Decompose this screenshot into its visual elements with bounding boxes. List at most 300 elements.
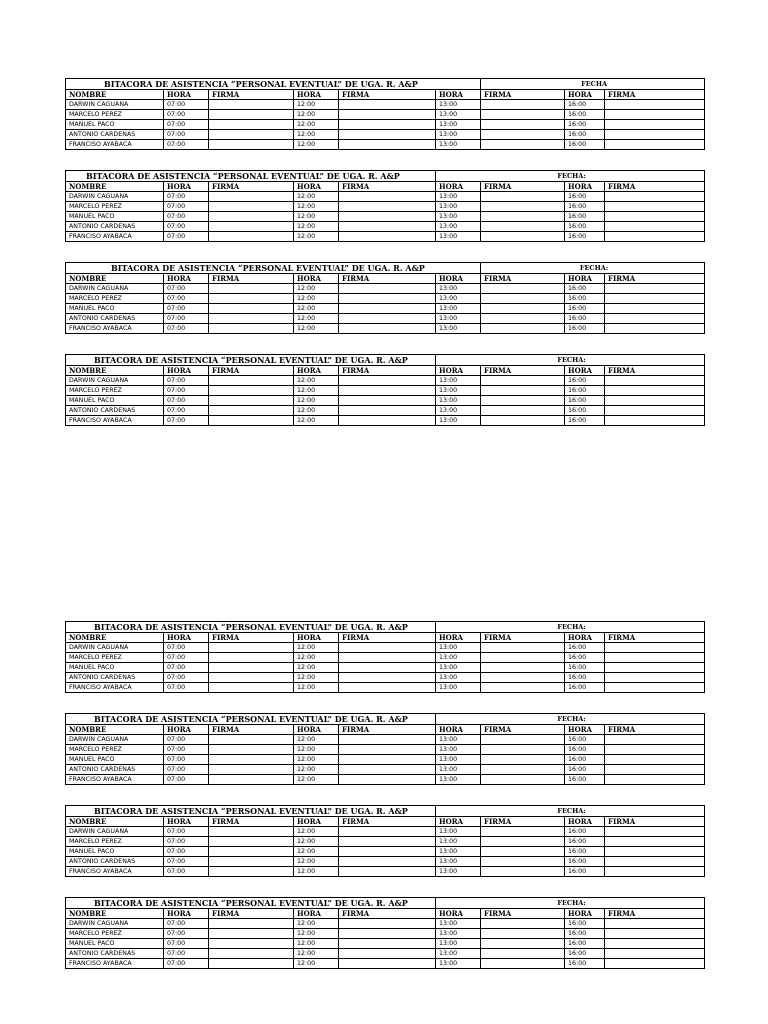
column-header-firma: FIRMA [481, 633, 565, 643]
hora-cell: 12:00 [294, 406, 339, 416]
firma-cell [339, 827, 436, 837]
firma-cell [605, 130, 705, 140]
hora-cell: 07:00 [164, 673, 209, 683]
firma-cell [209, 192, 294, 202]
firma-cell [481, 130, 565, 140]
table-row [66, 140, 705, 150]
firma-cell [605, 663, 705, 673]
table-title-text: BITACORA DE ASISTENCIA “PERSONAL EVENTUAL” DE UGA. R. A&P [104, 79, 418, 89]
firma-cell [481, 202, 565, 212]
firma-cell [605, 386, 705, 396]
firma-cell [209, 120, 294, 130]
firma-cell [605, 120, 705, 130]
firma-cell [209, 130, 294, 140]
hora-cell: 16:00 [565, 837, 605, 847]
hora-cell: 12:00 [294, 949, 339, 959]
employee-name: MANUEL PACO [66, 663, 164, 673]
firma-cell [339, 294, 436, 304]
hora-cell: 07:00 [164, 324, 209, 334]
hora-cell: 07:00 [164, 919, 209, 929]
employee-name: ANTONIO CARDENAS [66, 406, 164, 416]
hora-cell: 16:00 [565, 867, 605, 877]
hora-cell: 07:00 [164, 416, 209, 426]
firma-cell [605, 949, 705, 959]
firma-cell [481, 140, 565, 150]
column-header-firma: FIRMA [209, 366, 294, 376]
firma-cell [339, 939, 436, 949]
column-header-nombre: NOMBRE [66, 817, 164, 827]
hora-cell: 12:00 [294, 120, 339, 130]
firma-cell [481, 827, 565, 837]
hora-cell: 13:00 [436, 324, 481, 334]
firma-cell [481, 294, 565, 304]
table-row [66, 324, 705, 334]
firma-cell [605, 192, 705, 202]
column-header-hora: HORA [294, 909, 339, 919]
column-header-hora: HORA [164, 366, 209, 376]
hora-cell: 07:00 [164, 232, 209, 242]
employee-name: MANUEL PACO [66, 212, 164, 222]
employee-name: FRANCISO AYABACA [66, 867, 164, 877]
column-header-firma: FIRMA [209, 909, 294, 919]
firma-cell [209, 396, 294, 406]
column-header-hora: HORA [164, 182, 209, 192]
table-title [66, 263, 481, 274]
table-title-text: BITACORA DE ASISTENCIA “PERSONAL EVENTUAL” DE UGA. R. A&P [94, 355, 408, 365]
hora-cell: 16:00 [565, 222, 605, 232]
table-title-text: BITACORA DE ASISTENCIA “PERSONAL EVENTUAL” DE UGA. R. A&P [111, 263, 425, 273]
column-header-hora: HORA [164, 725, 209, 735]
hora-cell: 13:00 [436, 755, 481, 765]
hora-cell: 13:00 [436, 857, 481, 867]
firma-cell [209, 304, 294, 314]
firma-cell [339, 386, 436, 396]
firma-cell [339, 120, 436, 130]
hora-cell: 13:00 [436, 949, 481, 959]
hora-cell: 07:00 [164, 110, 209, 120]
column-header-firma: FIRMA [339, 274, 436, 284]
column-header-hora: HORA [294, 817, 339, 827]
table-row [66, 867, 705, 877]
column-header-firma: FIRMA [209, 633, 294, 643]
firma-cell [605, 110, 705, 120]
hora-cell: 12:00 [294, 857, 339, 867]
firma-cell [209, 386, 294, 396]
hora-cell: 16:00 [565, 100, 605, 110]
hora-cell: 16:00 [565, 745, 605, 755]
hora-cell: 16:00 [565, 110, 605, 120]
firma-cell [339, 775, 436, 785]
hora-cell: 07:00 [164, 130, 209, 140]
hora-cell: 16:00 [565, 192, 605, 202]
firma-cell [605, 755, 705, 765]
hora-cell: 13:00 [436, 939, 481, 949]
table-row [66, 120, 705, 130]
column-header-hora: HORA [436, 909, 481, 919]
hora-cell: 13:00 [436, 653, 481, 663]
firma-cell [605, 857, 705, 867]
hora-cell: 13:00 [436, 416, 481, 426]
column-header-firma: FIRMA [605, 633, 705, 643]
hora-cell: 16:00 [565, 765, 605, 775]
hora-cell: 16:00 [565, 314, 605, 324]
hora-cell: 13:00 [436, 130, 481, 140]
hora-cell: 13:00 [436, 284, 481, 294]
hora-cell: 16:00 [565, 202, 605, 212]
firma-cell [339, 867, 436, 877]
firma-cell [605, 775, 705, 785]
table-row [66, 222, 705, 232]
firma-cell [481, 663, 565, 673]
table-title [66, 355, 436, 366]
column-header-firma: FIRMA [339, 817, 436, 827]
employee-name: DARWIN CAGUANA [66, 192, 164, 202]
hora-cell: 12:00 [294, 232, 339, 242]
column-header-nombre: NOMBRE [66, 909, 164, 919]
firma-cell [209, 324, 294, 334]
hora-cell: 13:00 [436, 232, 481, 242]
table-row [66, 837, 705, 847]
hora-cell: 16:00 [565, 847, 605, 857]
hora-cell: 07:00 [164, 100, 209, 110]
firma-cell [209, 416, 294, 426]
firma-cell [339, 406, 436, 416]
column-header-firma: FIRMA [481, 909, 565, 919]
attendance-table [65, 170, 705, 242]
hora-cell: 16:00 [565, 130, 605, 140]
firma-cell [481, 376, 565, 386]
firma-cell [209, 232, 294, 242]
firma-cell [209, 643, 294, 653]
hora-cell: 13:00 [436, 919, 481, 929]
table-row [66, 847, 705, 857]
hora-cell: 07:00 [164, 775, 209, 785]
hora-cell: 07:00 [164, 745, 209, 755]
firma-cell [209, 847, 294, 857]
firma-cell [339, 304, 436, 314]
hora-cell: 13:00 [436, 222, 481, 232]
table-row [66, 775, 705, 785]
employee-name: MARCELO PEREZ [66, 202, 164, 212]
hora-cell: 13:00 [436, 867, 481, 877]
hora-cell: 12:00 [294, 396, 339, 406]
table-row [66, 735, 705, 745]
firma-cell [339, 959, 436, 969]
employee-name: DARWIN CAGUANA [66, 100, 164, 110]
firma-cell [209, 735, 294, 745]
column-header-nombre: NOMBRE [66, 366, 164, 376]
firma-cell [605, 929, 705, 939]
hora-cell: 13:00 [436, 959, 481, 969]
column-header-firma: FIRMA [605, 366, 705, 376]
table-title [66, 714, 436, 725]
hora-cell: 13:00 [436, 294, 481, 304]
firma-cell [339, 857, 436, 867]
column-header-hora: HORA [294, 90, 339, 100]
column-header-firma: FIRMA [339, 725, 436, 735]
column-header-firma: FIRMA [481, 725, 565, 735]
firma-cell [605, 837, 705, 847]
hora-cell: 13:00 [436, 847, 481, 857]
hora-cell: 12:00 [294, 755, 339, 765]
attendance-table [65, 897, 705, 969]
column-header-hora: HORA [164, 633, 209, 643]
employee-name: DARWIN CAGUANA [66, 735, 164, 745]
employee-name: MARCELO PEREZ [66, 745, 164, 755]
hora-cell: 07:00 [164, 212, 209, 222]
firma-cell [605, 745, 705, 755]
firma-cell [209, 663, 294, 673]
employee-name: DARWIN CAGUANA [66, 284, 164, 294]
table-row [66, 386, 705, 396]
column-header-hora: HORA [565, 725, 605, 735]
firma-cell [481, 959, 565, 969]
column-header-nombre: NOMBRE [66, 725, 164, 735]
firma-cell [605, 406, 705, 416]
hora-cell: 12:00 [294, 110, 339, 120]
hora-cell: 13:00 [436, 110, 481, 120]
firma-cell [339, 100, 436, 110]
column-header-hora: HORA [565, 182, 605, 192]
hora-cell: 16:00 [565, 140, 605, 150]
employee-name: FRANCISO AYABACA [66, 140, 164, 150]
column-header-firma: FIRMA [339, 366, 436, 376]
hora-cell: 16:00 [565, 857, 605, 867]
table-row [66, 653, 705, 663]
firma-cell [605, 653, 705, 663]
attendance-table [65, 354, 705, 426]
table-row [66, 939, 705, 949]
hora-cell: 07:00 [164, 683, 209, 693]
table-row [66, 284, 705, 294]
column-header-hora: HORA [565, 90, 605, 100]
employee-name: ANTONIO CARDENAS [66, 130, 164, 140]
hora-cell: 13:00 [436, 202, 481, 212]
hora-cell: 12:00 [294, 745, 339, 755]
firma-cell [209, 949, 294, 959]
table-row [66, 827, 705, 837]
hora-cell: 07:00 [164, 396, 209, 406]
firma-cell [605, 416, 705, 426]
hora-cell: 12:00 [294, 837, 339, 847]
employee-name: FRANCISO AYABACA [66, 959, 164, 969]
firma-cell [481, 120, 565, 130]
firma-cell [209, 140, 294, 150]
firma-cell [209, 100, 294, 110]
hora-cell: 12:00 [294, 867, 339, 877]
hora-cell: 07:00 [164, 837, 209, 847]
hora-cell: 12:00 [294, 673, 339, 683]
firma-cell [481, 755, 565, 765]
hora-cell: 12:00 [294, 939, 339, 949]
firma-cell [339, 653, 436, 663]
hora-cell: 16:00 [565, 735, 605, 745]
firma-cell [605, 919, 705, 929]
hora-cell: 07:00 [164, 867, 209, 877]
hora-cell: 16:00 [565, 284, 605, 294]
fecha-label: FECHA: [436, 171, 705, 182]
firma-cell [339, 110, 436, 120]
firma-cell [339, 130, 436, 140]
hora-cell: 13:00 [436, 396, 481, 406]
column-header-firma: FIRMA [209, 725, 294, 735]
hora-cell: 16:00 [565, 212, 605, 222]
firma-cell [605, 867, 705, 877]
table-row [66, 959, 705, 969]
hora-cell: 16:00 [565, 406, 605, 416]
firma-cell [481, 110, 565, 120]
firma-cell [209, 827, 294, 837]
hora-cell: 13:00 [436, 386, 481, 396]
hora-cell: 12:00 [294, 376, 339, 386]
firma-cell [209, 653, 294, 663]
firma-cell [481, 765, 565, 775]
hora-cell: 12:00 [294, 192, 339, 202]
hora-cell: 13:00 [436, 775, 481, 785]
table-row [66, 376, 705, 386]
attendance-table [65, 713, 705, 785]
column-header-hora: HORA [436, 182, 481, 192]
column-header-firma: FIRMA [481, 90, 565, 100]
employee-name: MANUEL PACO [66, 755, 164, 765]
firma-cell [209, 857, 294, 867]
table-row [66, 949, 705, 959]
column-header-hora: HORA [565, 817, 605, 827]
employee-name: MARCELO PEREZ [66, 386, 164, 396]
firma-cell [605, 765, 705, 775]
firma-cell [481, 653, 565, 663]
hora-cell: 13:00 [436, 683, 481, 693]
hora-cell: 07:00 [164, 755, 209, 765]
firma-cell [481, 314, 565, 324]
hora-cell: 07:00 [164, 643, 209, 653]
employee-name: ANTONIO CARDENAS [66, 314, 164, 324]
firma-cell [605, 673, 705, 683]
column-header-nombre: NOMBRE [66, 633, 164, 643]
column-header-firma: FIRMA [339, 90, 436, 100]
table-row [66, 416, 705, 426]
hora-cell: 12:00 [294, 324, 339, 334]
firma-cell [481, 735, 565, 745]
column-header-firma: FIRMA [481, 182, 565, 192]
column-header-firma: FIRMA [605, 274, 705, 284]
column-header-firma: FIRMA [605, 817, 705, 827]
hora-cell: 13:00 [436, 192, 481, 202]
table-row [66, 755, 705, 765]
column-header-firma: FIRMA [481, 366, 565, 376]
table-row [66, 110, 705, 120]
hora-cell: 12:00 [294, 212, 339, 222]
fecha-label: FECHA: [436, 714, 705, 725]
firma-cell [605, 222, 705, 232]
firma-cell [339, 735, 436, 745]
hora-cell: 16:00 [565, 376, 605, 386]
firma-cell [605, 847, 705, 857]
employee-name: ANTONIO CARDENAS [66, 222, 164, 232]
hora-cell: 07:00 [164, 304, 209, 314]
firma-cell [209, 837, 294, 847]
hora-cell: 12:00 [294, 222, 339, 232]
firma-cell [209, 376, 294, 386]
fecha-label: FECHA: [436, 898, 705, 909]
hora-cell: 16:00 [565, 120, 605, 130]
column-header-hora: HORA [294, 633, 339, 643]
table-row [66, 673, 705, 683]
employee-name: MANUEL PACO [66, 120, 164, 130]
firma-cell [339, 949, 436, 959]
column-header-firma: FIRMA [605, 182, 705, 192]
table-title-text: BITACORA DE ASISTENCIA “PERSONAL EVENTUAL” DE UGA. R. A&P [94, 622, 408, 632]
firma-cell [339, 663, 436, 673]
firma-cell [481, 643, 565, 653]
hora-cell: 07:00 [164, 140, 209, 150]
firma-cell [481, 929, 565, 939]
table-row [66, 232, 705, 242]
firma-cell [605, 735, 705, 745]
table-title [66, 622, 436, 633]
hora-cell: 13:00 [436, 929, 481, 939]
hora-cell: 12:00 [294, 847, 339, 857]
firma-cell [605, 284, 705, 294]
column-header-hora: HORA [164, 90, 209, 100]
hora-cell: 07:00 [164, 847, 209, 857]
column-header-hora: HORA [565, 633, 605, 643]
hora-cell: 13:00 [436, 120, 481, 130]
firma-cell [481, 775, 565, 785]
firma-cell [481, 324, 565, 334]
table-row [66, 857, 705, 867]
column-header-nombre: NOMBRE [66, 274, 164, 284]
firma-cell [605, 959, 705, 969]
firma-cell [481, 847, 565, 857]
hora-cell: 12:00 [294, 643, 339, 653]
hora-cell: 07:00 [164, 857, 209, 867]
firma-cell [339, 140, 436, 150]
firma-cell [481, 673, 565, 683]
employee-name: DARWIN CAGUANA [66, 919, 164, 929]
firma-cell [339, 212, 436, 222]
column-header-hora: HORA [294, 274, 339, 284]
hora-cell: 07:00 [164, 406, 209, 416]
firma-cell [605, 396, 705, 406]
table-row [66, 643, 705, 653]
hora-cell: 07:00 [164, 386, 209, 396]
hora-cell: 16:00 [565, 663, 605, 673]
hora-cell: 07:00 [164, 376, 209, 386]
firma-cell [481, 919, 565, 929]
firma-cell [209, 929, 294, 939]
firma-cell [605, 939, 705, 949]
hora-cell: 12:00 [294, 386, 339, 396]
column-header-firma: FIRMA [209, 274, 294, 284]
employee-name: MANUEL PACO [66, 939, 164, 949]
attendance-table [65, 262, 705, 334]
hora-cell: 16:00 [565, 929, 605, 939]
employee-name: ANTONIO CARDENAS [66, 857, 164, 867]
firma-cell [209, 939, 294, 949]
column-header-firma: FIRMA [209, 817, 294, 827]
firma-cell [339, 324, 436, 334]
firma-cell [339, 683, 436, 693]
employee-name: DARWIN CAGUANA [66, 827, 164, 837]
column-header-hora: HORA [294, 725, 339, 735]
employee-name: MARCELO PEREZ [66, 837, 164, 847]
column-header-firma: FIRMA [339, 182, 436, 192]
employee-name: FRANCISO AYABACA [66, 416, 164, 426]
column-header-firma: FIRMA [339, 633, 436, 643]
attendance-table [65, 78, 705, 150]
attendance-table [65, 805, 705, 877]
